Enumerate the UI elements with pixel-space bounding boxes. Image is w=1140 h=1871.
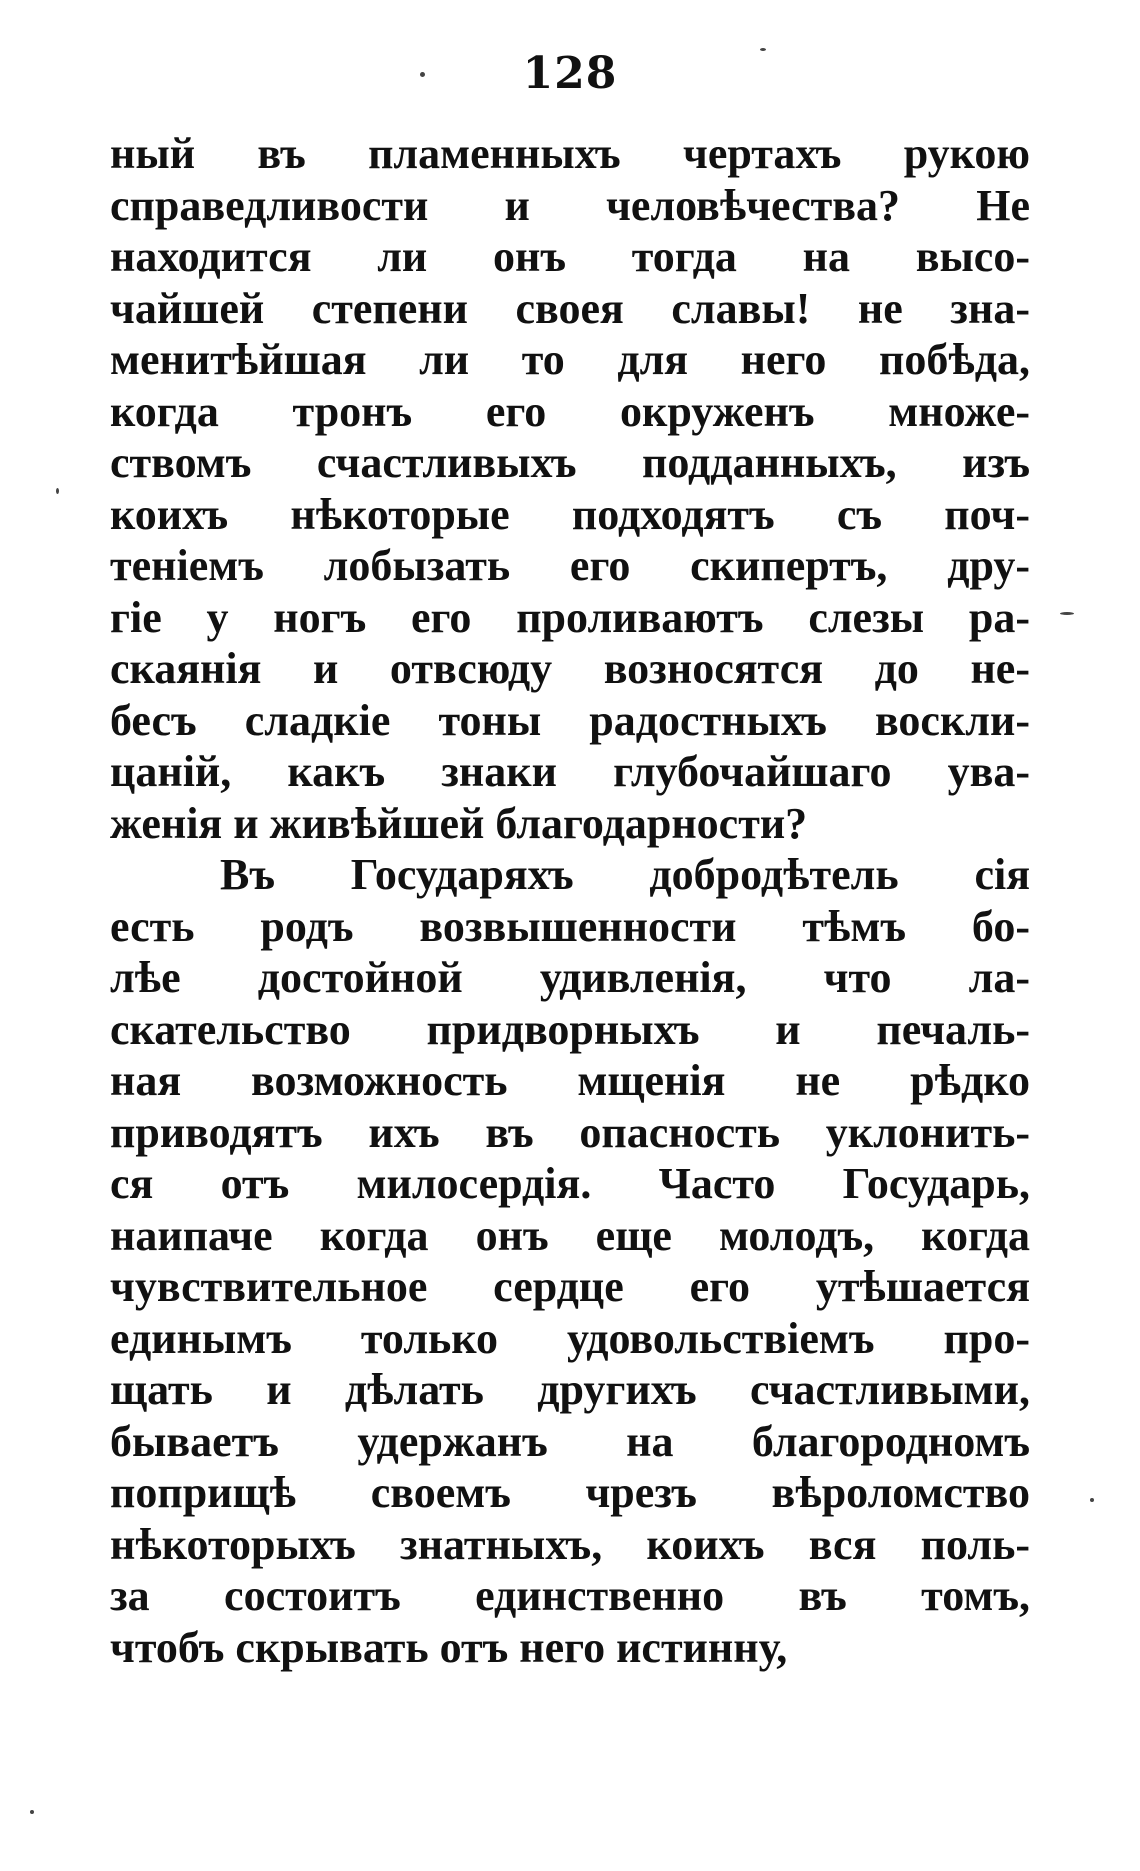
text-line: ствомъ счастливыхъ подданныхъ, изъ	[110, 438, 1030, 487]
text-line: гіе у ногъ его проливаютъ слезы ра-	[110, 592, 1030, 642]
text-line: щать и дѣлать другихъ счастливыми,	[110, 1365, 1030, 1414]
text-line: коихъ нѣкоторые подходятъ съ поч-	[110, 489, 1030, 539]
text-line: приводятъ ихъ въ опасность уклонить-	[110, 1107, 1030, 1157]
scan-speck	[56, 488, 59, 494]
scan-speck	[1060, 612, 1074, 615]
text-line: чайшей степени своея славы! не зна-	[110, 283, 1030, 333]
scan-speck	[760, 48, 766, 51]
text-line: цаній, какъ знаки глубочайшаго ува-	[110, 747, 1030, 796]
scan-speck	[30, 1810, 34, 1814]
scan-speck	[420, 72, 425, 77]
page-number: 128	[522, 48, 618, 99]
text-line: поприщѣ своемъ чрезъ вѣроломство	[110, 1468, 1030, 1517]
text-line: бесъ сладкіе тоны радостныхъ воскли-	[110, 695, 1030, 745]
text-line: женія и живѣйшей благодарности?	[110, 798, 808, 848]
text-line: когда тронъ его окруженъ множе-	[110, 386, 1030, 436]
text-line: ся отъ милосердія. Часто Государь,	[110, 1159, 1030, 1208]
text-line: скаянія и отвсюду возносятся до не-	[110, 644, 1030, 693]
text-line: находится ли онъ тогда на высо-	[110, 232, 1030, 281]
text-line: менитѣйшая ли то для него побѣда,	[110, 335, 1030, 384]
text-line: единымъ только удовольствіемъ про-	[110, 1313, 1030, 1363]
text-line: бываетъ удержанъ на благородномъ	[110, 1416, 1030, 1466]
text-line: скательство придворныхъ и печаль-	[110, 1004, 1030, 1054]
text-line: за состоитъ единственно въ томъ,	[110, 1571, 1030, 1620]
text-line: нѣкоторыхъ знатныхъ, коихъ вся поль-	[110, 1519, 1030, 1569]
text-line: наипаче когда онъ еще молодъ, когда	[110, 1210, 1030, 1260]
text-line: чтобъ скрывать отъ него истинну,	[110, 1622, 788, 1672]
text-line: теніемъ лобызать его скипертъ, дру-	[110, 541, 1030, 590]
text-line: ный въ пламенныхъ чертахъ рукою	[110, 129, 1030, 178]
text-line: справедливости и человѣчества? Не	[110, 180, 1030, 230]
scan-speck	[1090, 1498, 1094, 1502]
body-text	[110, 128, 1030, 1673]
text-line: чувствительное сердце его утѣшается	[110, 1262, 1030, 1311]
text-line: Въ Государяхъ добродѣтель сія	[220, 850, 1030, 899]
text-line: ная возможность мщенія не рѣдко	[110, 1056, 1030, 1105]
text-line: лѣе достойной удивленія, что ла-	[110, 953, 1030, 1002]
text-line: есть родъ возвышенности тѣмъ бо-	[110, 901, 1030, 951]
